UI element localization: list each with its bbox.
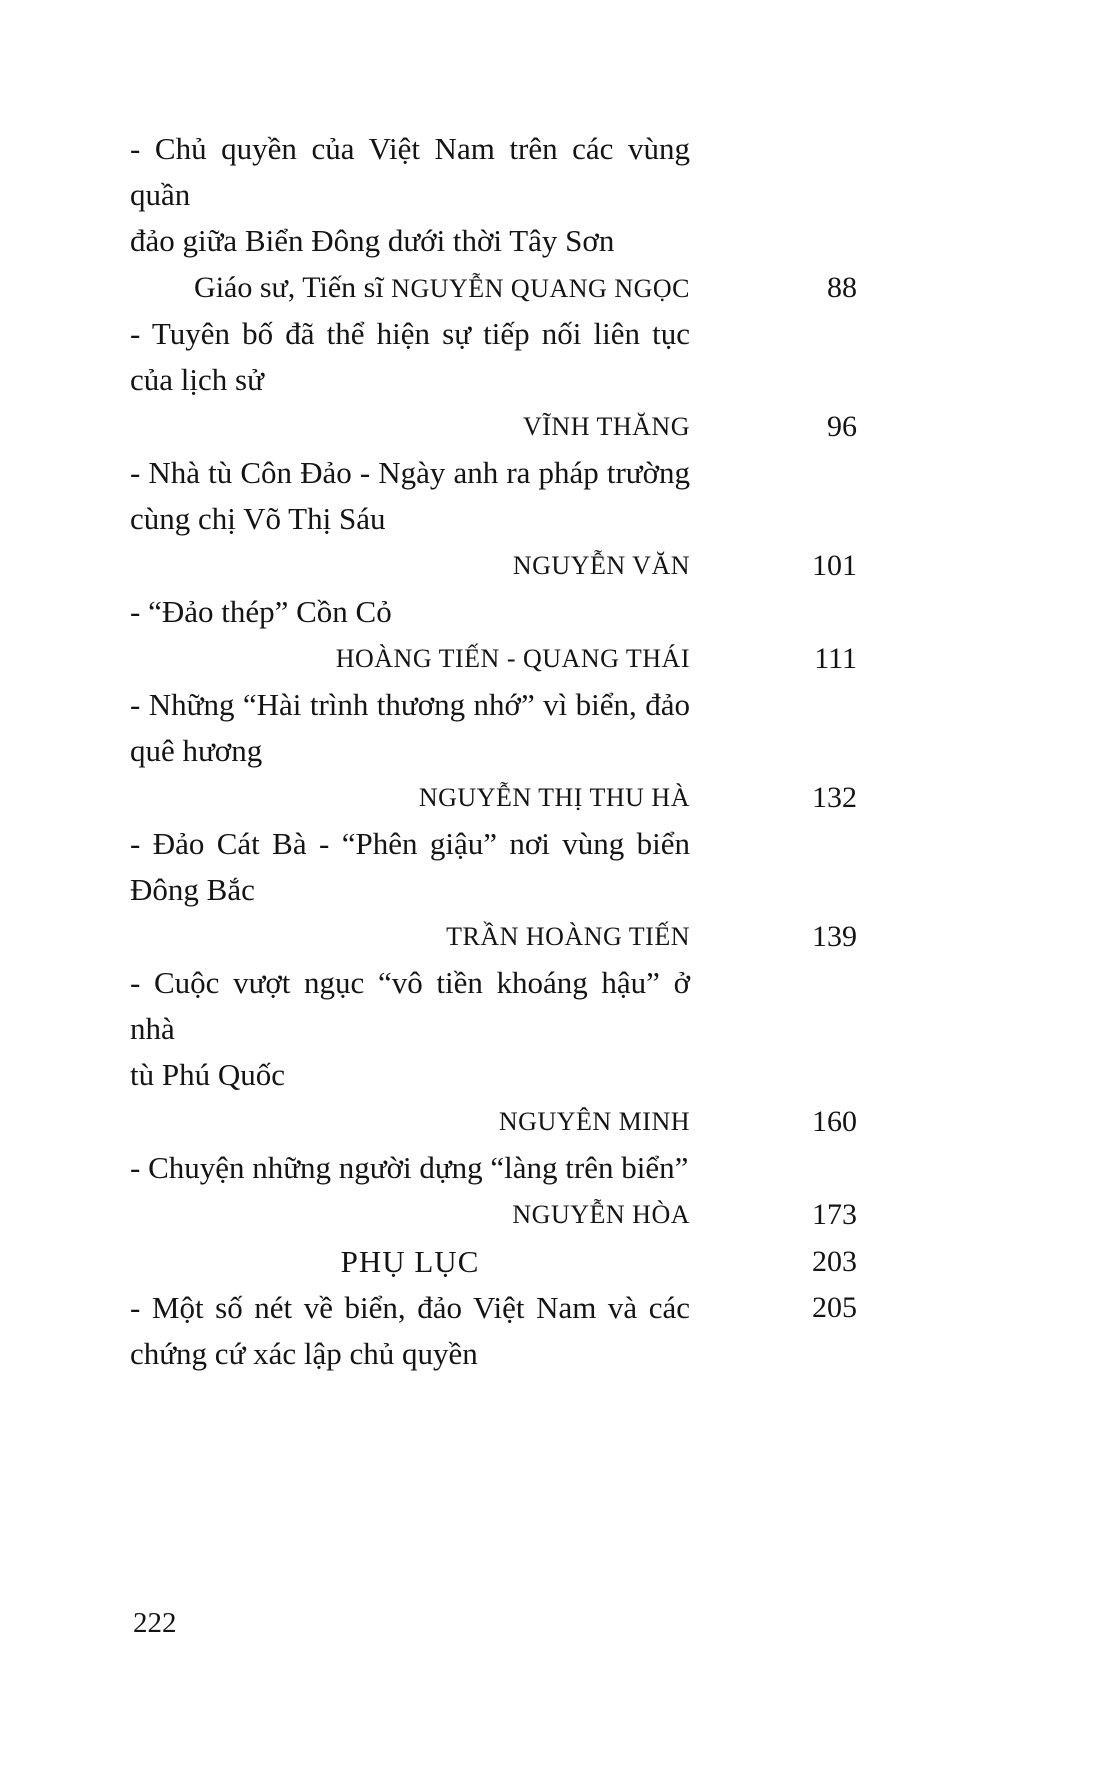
entry-author-name: NGUYÊN MINH (498, 1107, 690, 1136)
toc-entry (130, 1145, 857, 1238)
entry-page-number: 88 (827, 271, 857, 304)
entry-page-number: 111 (814, 642, 857, 675)
entry-title-line: - Một số nét về biển, đảo Việt Nam và các (130, 1290, 690, 1325)
toc-entry (130, 960, 857, 1145)
entry-title-line: tù Phú Quốc (130, 1057, 285, 1092)
footer-page-number: 222 (133, 1607, 177, 1639)
entry-title-line: của lịch sử (130, 362, 264, 397)
entry-title-line: cùng chị Võ Thị Sáu (130, 501, 386, 536)
entry-page-number: 101 (812, 549, 857, 582)
entry-author-row (130, 264, 857, 311)
entry-title (130, 682, 690, 774)
entry-author-row (130, 913, 857, 960)
toc-entry (130, 682, 857, 821)
entry-title (130, 1145, 690, 1191)
entry-page-number: 205 (812, 1291, 857, 1324)
entry-author-row (130, 1191, 857, 1238)
entry-author-name: NGUYỄN VĂN (512, 551, 690, 580)
entry-title-line: - Nhà tù Côn Đảo - Ngày anh ra pháp trường (130, 455, 690, 490)
entry-title-line: - Đảo Cát Bà - “Phên giậu” nơi vùng biển (130, 826, 690, 861)
entry-title-line: quê hương (130, 733, 263, 768)
entry-title (130, 450, 690, 542)
appendix-heading-row (130, 1238, 857, 1285)
appendix-heading: PHỤ LỤC (340, 1244, 480, 1279)
entry-page-number: 139 (812, 920, 857, 953)
entry-title (130, 1285, 690, 1377)
entry-page-number: 173 (812, 1198, 857, 1231)
entry-title-line: - “Đảo thép” Cồn Cỏ (130, 594, 392, 629)
entry-title (130, 311, 690, 403)
entry-author-row (130, 635, 857, 682)
entry-title-line: - Những “Hài trình thương nhớ” vì biển, đảo (130, 687, 690, 722)
entry-page-number: 96 (827, 410, 857, 443)
entry-author-row (130, 774, 857, 821)
entry-title-line: - Tuyên bố đã thể hiện sự tiếp nối liên tục (130, 316, 690, 351)
entry-author-row (130, 542, 857, 589)
toc-entry (130, 126, 857, 311)
table-of-contents (130, 126, 857, 1377)
entry-author-name: VĨNH THĂNG (522, 412, 690, 441)
entry-page-number: 160 (812, 1105, 857, 1138)
entry-author (130, 264, 690, 316)
toc-entry (130, 450, 857, 589)
toc-entry (130, 1285, 857, 1377)
entry-title (130, 126, 690, 264)
entry-title-line: chứng cứ xác lập chủ quyền (130, 1336, 478, 1371)
entry-title (130, 821, 690, 913)
entry-author-row (130, 403, 857, 450)
toc-entry (130, 589, 857, 682)
entry-page-number: 132 (812, 781, 857, 814)
appendix-page-number: 203 (812, 1245, 857, 1278)
entry-title-line: đảo giữa Biển Đông dưới thời Tây Sơn (130, 223, 615, 258)
entry-author-name: TRẦN HOÀNG TIẾN (446, 922, 690, 951)
toc-entry (130, 821, 857, 960)
toc-entry (130, 311, 857, 450)
entry-title-line: Đông Bắc (130, 872, 255, 907)
entry-title-line: - Cuộc vượt ngục “vô tiền khoáng hậu” ở nhà (130, 965, 690, 1046)
entry-author-row (130, 1098, 857, 1145)
entry-title-line: - Chủ quyền của Việt Nam trên các vùng quần (130, 131, 690, 212)
entry-title-line: - Chuyện những người dựng “làng trên biển” (130, 1150, 689, 1185)
entry-title (130, 589, 690, 635)
entry-author-name: NGUYỄN QUANG NGỌC (391, 274, 690, 303)
entry-author-name: HOÀNG TIẾN - QUANG THÁI (335, 644, 690, 673)
entry-title (130, 960, 690, 1098)
entry-author-prefix: Giáo sư, Tiến sĩ (194, 271, 392, 304)
entry-author-name: NGUYỄN THỊ THU HÀ (418, 783, 690, 812)
entry-author-name: NGUYỄN HÒA (512, 1200, 690, 1229)
